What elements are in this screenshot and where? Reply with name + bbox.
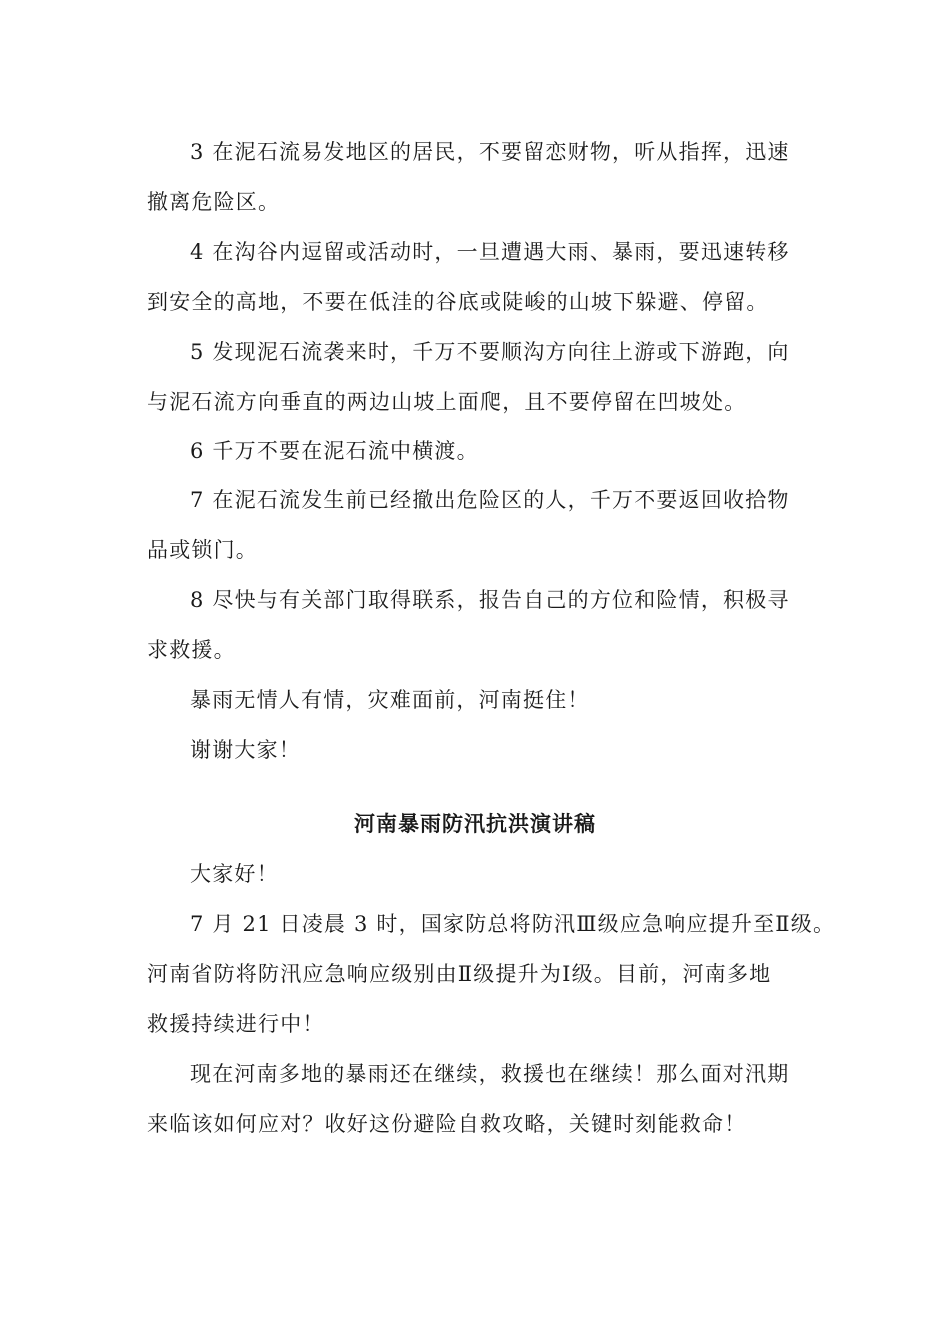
paragraph-line: 河南省防将防汛应急响应级别由Ⅱ级提升为Ⅰ级。目前，河南多地 (147, 962, 772, 986)
paragraph-line: 现在河南多地的暴雨还在继续，救援也在继续！那么面对汛期 (190, 1062, 790, 1086)
section-title: 河南暴雨防汛抗洪演讲稿 (354, 811, 596, 836)
paragraph-line: 谢谢大家！ (190, 738, 301, 762)
paragraph-line: 大家好！ (190, 862, 279, 886)
paragraph-line: 3 在泥石流易发地区的居民，不要留恋财物，听从指挥，迅速 (190, 140, 790, 164)
paragraph-line: 与泥石流方向垂直的两边山坡上面爬，且不要停留在凹坡处。 (147, 390, 747, 414)
paragraph-line: 4 在沟谷内逗留或活动时，一旦遭遇大雨、暴雨，要迅速转移 (190, 240, 790, 264)
paragraph-line: 7 在泥石流发生前已经撤出危险区的人，千万不要返回收拾物 (190, 488, 790, 512)
paragraph-line: 求救援。 (147, 638, 236, 662)
paragraph-line: 6 千万不要在泥石流中横渡。 (190, 439, 479, 463)
paragraph-line: 到安全的高地，不要在低洼的谷底或陡峻的山坡下躲避、停留。 (147, 290, 769, 314)
paragraph-line: 撤离危险区。 (147, 190, 281, 214)
paragraph-line: 7 月 21 日凌晨 3 时，国家防总将防汛Ⅲ级应急响应提升至Ⅱ级。 (190, 912, 836, 936)
paragraph-line: 暴雨无情人有情，灾难面前，河南挺住！ (190, 688, 590, 712)
paragraph-line: 5 发现泥石流袭来时，千万不要顺沟方向往上游或下游跑，向 (190, 340, 790, 364)
paragraph-line: 来临该如何应对？收好这份避险自救攻略，关键时刻能救命！ (147, 1112, 747, 1136)
paragraph-line: 8 尽快与有关部门取得联系，报告自己的方位和险情，积极寻 (190, 588, 790, 612)
paragraph-line: 救援持续进行中！ (147, 1012, 325, 1036)
paragraph-line: 品或锁门。 (147, 538, 258, 562)
